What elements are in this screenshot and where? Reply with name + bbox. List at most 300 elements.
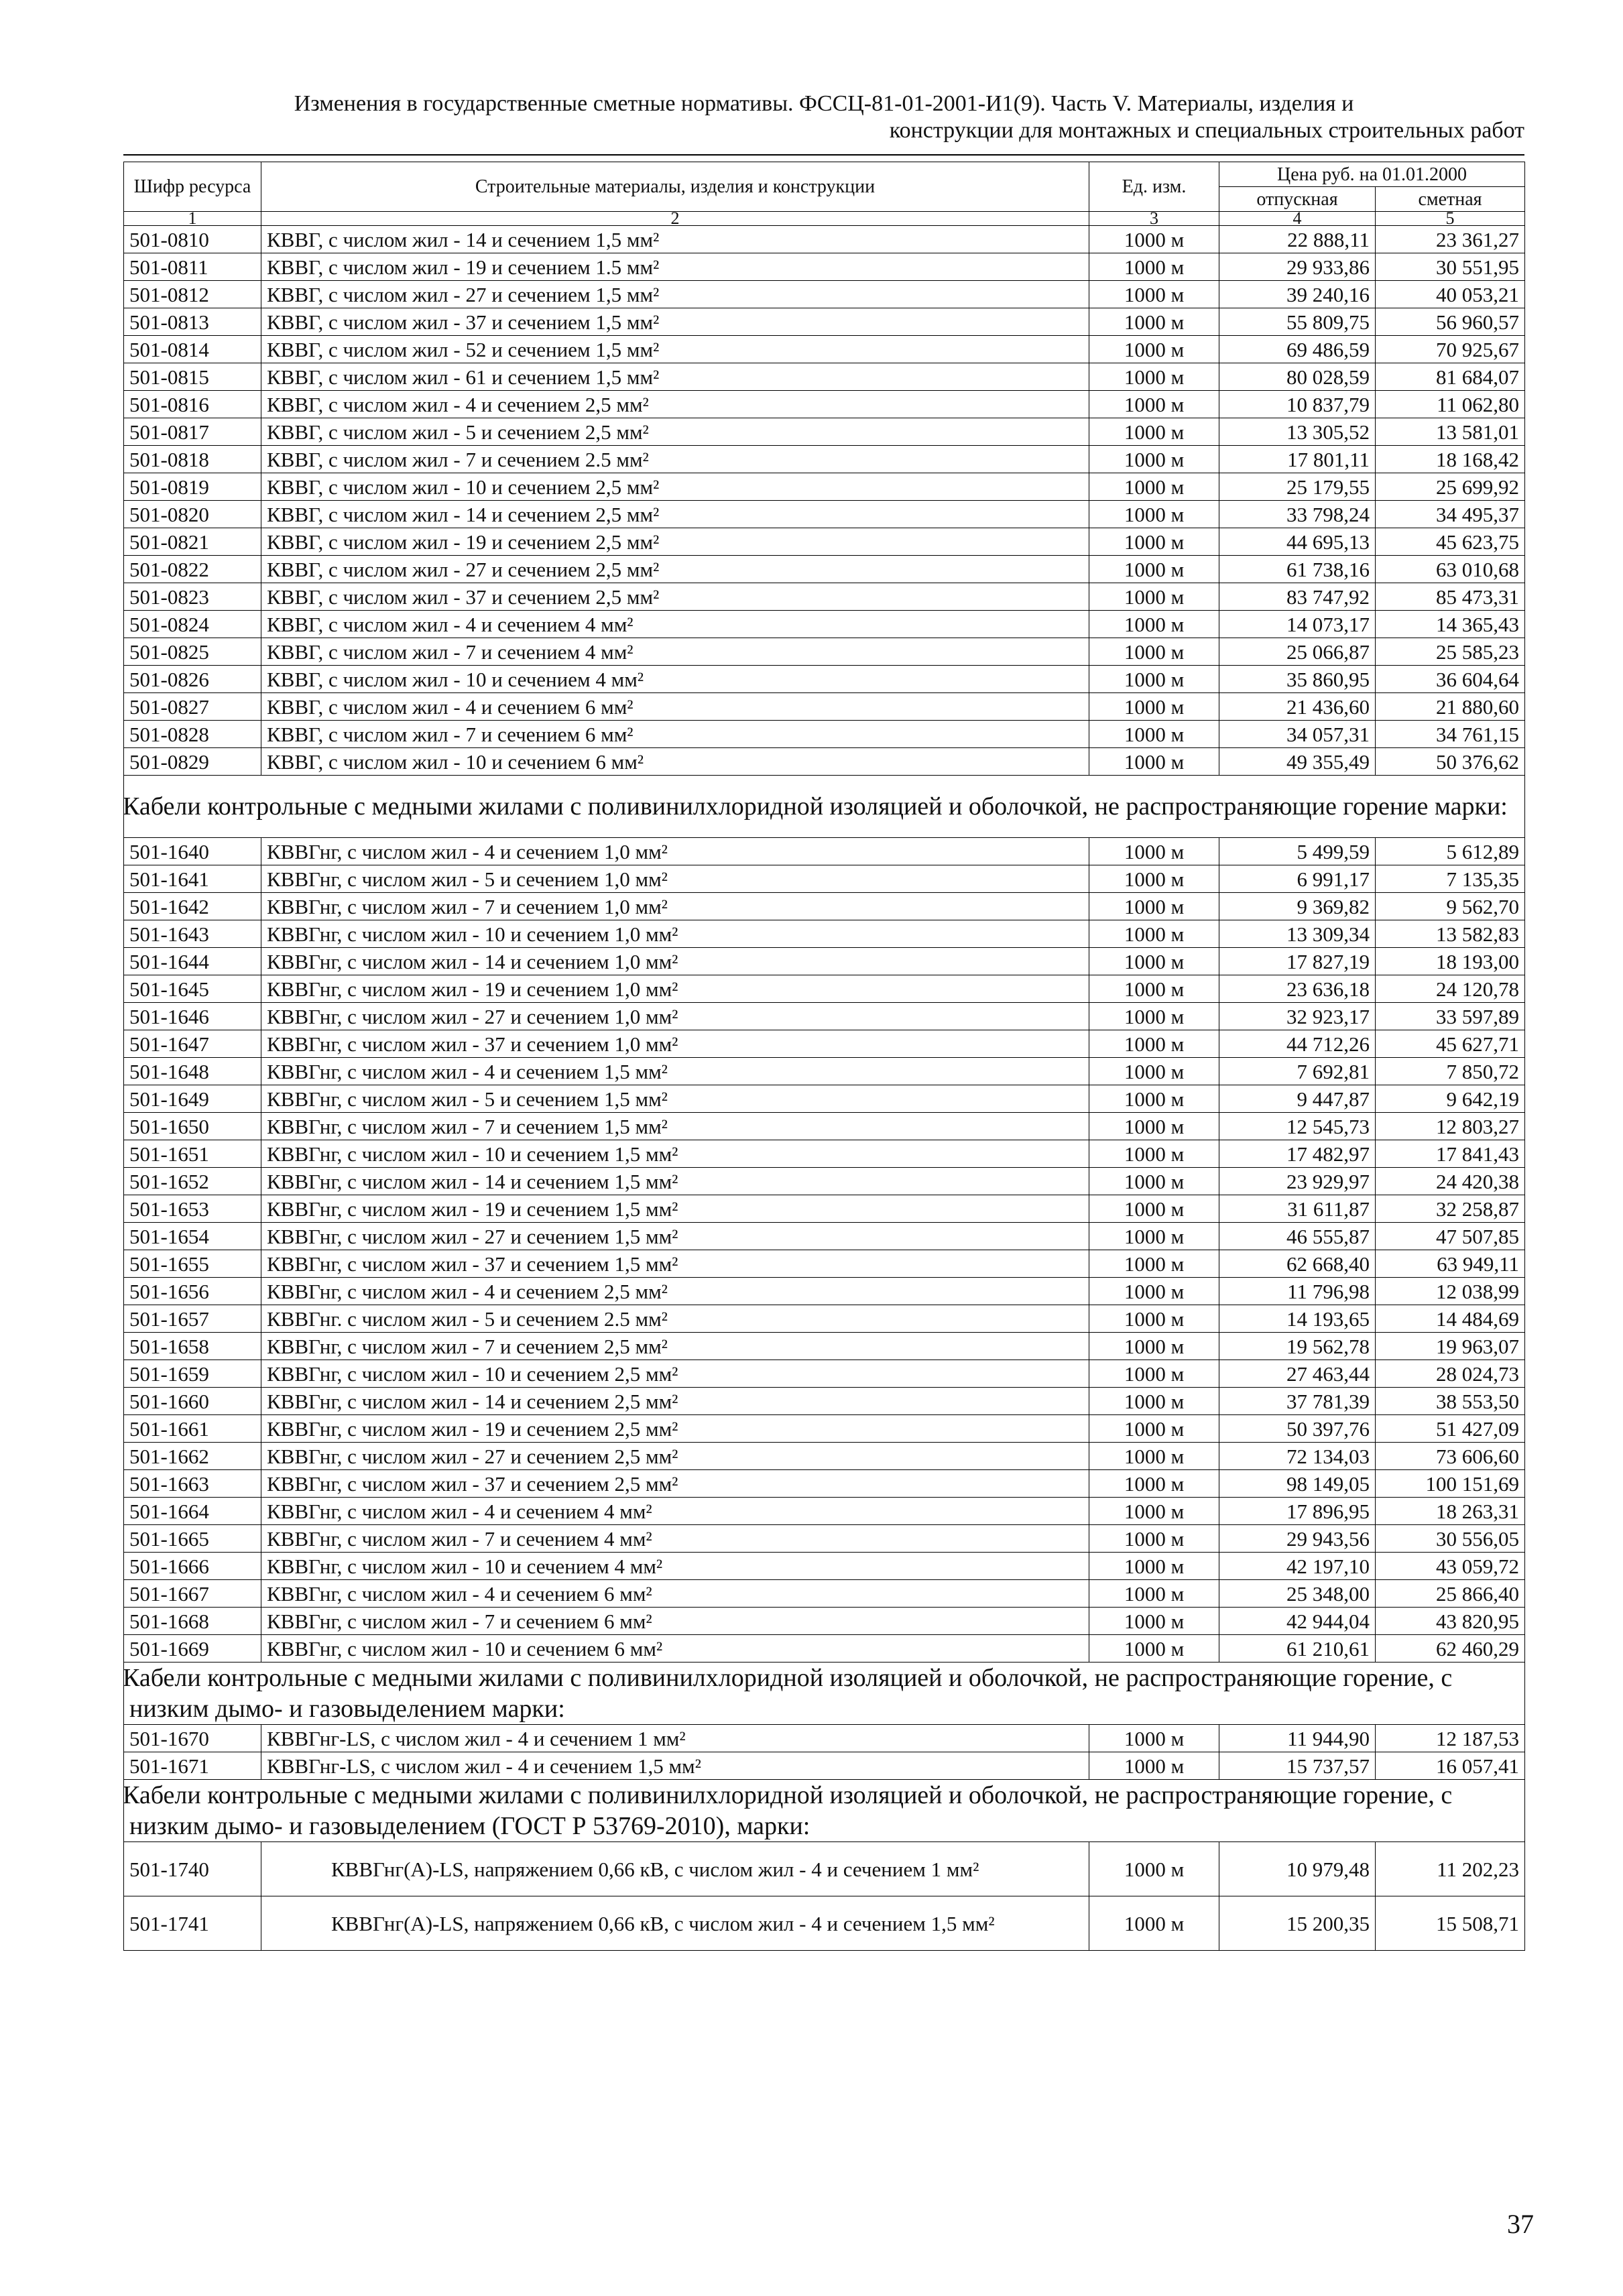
item-name: КВВГнг, с числом жил - 14 и сечением 2,5 мм²	[261, 1388, 1089, 1415]
table-row	[124, 1752, 1525, 1780]
item-unit: 1000 м	[1089, 556, 1219, 583]
resource-code: 501-1656	[124, 1278, 261, 1305]
item-unit: 1000 м	[1089, 1168, 1219, 1195]
table-row	[124, 1635, 1525, 1663]
resource-code: 501-1652	[124, 1168, 261, 1195]
col-number: 1	[124, 212, 261, 226]
section-title: Кабели контрольные с медными жилами с поливинилхлоридной изоляцией и оболочкой, не распространяющие горение, с низким дымо- и газовыделением марки:	[124, 1663, 1525, 1725]
table-row	[124, 920, 1525, 948]
table-row	[124, 721, 1525, 748]
item-name: КВВГнг, с числом жил - 10 и сечением 4 мм²	[261, 1553, 1089, 1580]
table-row	[124, 948, 1525, 975]
estimate-price: 7 850,72	[1376, 1058, 1525, 1085]
resource-code: 501-0816	[124, 391, 261, 418]
item-name: КВВГ, с числом жил - 7 и сечением 2.5 мм²	[261, 446, 1089, 473]
item-name: КВВГ, с числом жил - 5 и сечением 2,5 мм²	[261, 418, 1089, 446]
item-name: КВВГ, с числом жил - 61 и сечением 1,5 мм²	[261, 363, 1089, 391]
release-price: 31 611,87	[1219, 1195, 1376, 1223]
item-name: КВВГ, с числом жил - 27 и сечением 1,5 мм²	[261, 281, 1089, 308]
col-header-name: Строительные материалы, изделия и конструкции	[261, 162, 1089, 212]
item-unit: 1000 м	[1089, 1635, 1219, 1663]
item-unit: 1000 м	[1089, 1415, 1219, 1443]
col-number: 2	[261, 212, 1089, 226]
release-price: 13 309,34	[1219, 920, 1376, 948]
item-unit: 1000 м	[1089, 1388, 1219, 1415]
release-price: 15 200,35	[1219, 1896, 1376, 1951]
estimate-price: 14 484,69	[1376, 1305, 1525, 1333]
page-header	[123, 90, 1524, 156]
table-row	[124, 253, 1525, 281]
release-price: 5 499,59	[1219, 838, 1376, 865]
release-price: 22 888,11	[1219, 226, 1376, 253]
resource-code: 501-1740	[124, 1842, 261, 1896]
item-unit: 1000 м	[1089, 893, 1219, 920]
resource-code: 501-1657	[124, 1305, 261, 1333]
item-name: КВВГнг, с числом жил - 7 и сечением 4 мм²	[261, 1525, 1089, 1553]
estimate-price: 43 820,95	[1376, 1608, 1525, 1635]
estimate-price: 12 803,27	[1376, 1113, 1525, 1140]
release-price: 17 827,19	[1219, 948, 1376, 975]
resource-code: 501-1741	[124, 1896, 261, 1951]
resource-code: 501-0817	[124, 418, 261, 446]
table-row	[124, 1580, 1525, 1608]
resource-code: 501-1653	[124, 1195, 261, 1223]
release-price: 17 896,95	[1219, 1498, 1376, 1525]
estimate-price: 16 057,41	[1376, 1752, 1525, 1780]
estimate-price: 100 151,69	[1376, 1470, 1525, 1498]
estimate-price: 56 960,57	[1376, 308, 1525, 336]
item-name: КВВГнг, с числом жил - 7 и сечением 1,0 мм²	[261, 893, 1089, 920]
item-unit: 1000 м	[1089, 638, 1219, 666]
release-price: 9 369,82	[1219, 893, 1376, 920]
table-row	[124, 336, 1525, 363]
item-name: КВВГнг, с числом жил - 7 и сечением 1,5 мм²	[261, 1113, 1089, 1140]
release-price: 25 066,87	[1219, 638, 1376, 666]
release-price: 15 737,57	[1219, 1752, 1376, 1780]
release-price: 49 355,49	[1219, 748, 1376, 776]
header-line-2: конструкции для монтажных и специальных строительных работ	[889, 118, 1524, 143]
col-number: 3	[1089, 212, 1219, 226]
release-price: 11 944,90	[1219, 1725, 1376, 1752]
release-price: 27 463,44	[1219, 1360, 1376, 1388]
release-price: 35 860,95	[1219, 666, 1376, 693]
estimate-price: 24 420,38	[1376, 1168, 1525, 1195]
resource-code: 501-1668	[124, 1608, 261, 1635]
resource-code: 501-1661	[124, 1415, 261, 1443]
table-row	[124, 1030, 1525, 1058]
resource-code: 501-1666	[124, 1553, 261, 1580]
release-price: 46 555,87	[1219, 1223, 1376, 1250]
estimate-price: 25 866,40	[1376, 1580, 1525, 1608]
item-unit: 1000 м	[1089, 1333, 1219, 1360]
table-row	[124, 1896, 1525, 1951]
estimate-price: 18 168,42	[1376, 446, 1525, 473]
item-unit: 1000 м	[1089, 1305, 1219, 1333]
item-unit: 1000 м	[1089, 1752, 1219, 1780]
item-name: КВВГ, с числом жил - 7 и сечением 4 мм²	[261, 638, 1089, 666]
resource-code: 501-1644	[124, 948, 261, 975]
item-name: КВВГ, с числом жил - 4 и сечением 4 мм²	[261, 611, 1089, 638]
item-name: КВВГнг, с числом жил - 4 и сечением 1,0 мм²	[261, 838, 1089, 865]
estimate-price: 5 612,89	[1376, 838, 1525, 865]
table-row	[124, 693, 1525, 721]
table-row	[124, 1003, 1525, 1030]
release-price: 42 197,10	[1219, 1553, 1376, 1580]
item-name: КВВГ, с числом жил - 7 и сечением 6 мм²	[261, 721, 1089, 748]
item-name: КВВГнг, с числом жил - 5 и сечением 1,0 мм²	[261, 865, 1089, 893]
item-name: КВВГ, с числом жил - 14 и сечением 2,5 мм²	[261, 501, 1089, 528]
estimate-price: 62 460,29	[1376, 1635, 1525, 1663]
release-price: 6 991,17	[1219, 865, 1376, 893]
estimate-price: 13 581,01	[1376, 418, 1525, 446]
release-price: 83 747,92	[1219, 583, 1376, 611]
release-price: 44 695,13	[1219, 528, 1376, 556]
item-name: КВВГнг, с числом жил - 27 и сечением 1,0 мм²	[261, 1003, 1089, 1030]
item-unit: 1000 м	[1089, 528, 1219, 556]
release-price: 33 798,24	[1219, 501, 1376, 528]
item-name: КВВГнг, с числом жил - 10 и сечением 1,5 мм²	[261, 1140, 1089, 1168]
table-row	[124, 1278, 1525, 1305]
section-title: Кабели контрольные с медными жилами с поливинилхлоридной изоляцией и оболочкой, не распространяющие горение, с низким дымо- и газовыделением (ГОСТ Р 53769-2010), марки:	[124, 1780, 1525, 1842]
release-price: 11 796,98	[1219, 1278, 1376, 1305]
release-price: 44 712,26	[1219, 1030, 1376, 1058]
resource-code: 501-1649	[124, 1085, 261, 1113]
estimate-price: 34 495,37	[1376, 501, 1525, 528]
release-price: 34 057,31	[1219, 721, 1376, 748]
release-price: 9 447,87	[1219, 1085, 1376, 1113]
estimate-price: 81 684,07	[1376, 363, 1525, 391]
item-unit: 1000 м	[1089, 281, 1219, 308]
table-row	[124, 1608, 1525, 1635]
table-row	[124, 1223, 1525, 1250]
header-rule	[123, 154, 1524, 156]
item-unit: 1000 м	[1089, 693, 1219, 721]
item-unit: 1000 м	[1089, 1896, 1219, 1951]
item-name: КВВГнг, с числом жил - 19 и сечением 1,5 мм²	[261, 1195, 1089, 1223]
estimate-price: 25 699,92	[1376, 473, 1525, 501]
resource-code: 501-1660	[124, 1388, 261, 1415]
table-row	[124, 418, 1525, 446]
estimate-price: 40 053,21	[1376, 281, 1525, 308]
table-row	[124, 1470, 1525, 1498]
item-unit: 1000 м	[1089, 1842, 1219, 1896]
item-name: КВВГнг, с числом жил - 14 и сечением 1,0 мм²	[261, 948, 1089, 975]
resource-code: 501-1640	[124, 838, 261, 865]
col-number: 4	[1219, 212, 1376, 226]
item-name: КВВГнг, с числом жил - 5 и сечением 1,5 мм²	[261, 1085, 1089, 1113]
item-name: КВВГ, с числом жил - 52 и сечением 1,5 мм²	[261, 336, 1089, 363]
item-unit: 1000 м	[1089, 1250, 1219, 1278]
resource-code: 501-0824	[124, 611, 261, 638]
release-price: 42 944,04	[1219, 1608, 1376, 1635]
item-name: КВВГ, с числом жил - 19 и сечением 1.5 мм²	[261, 253, 1089, 281]
release-price: 29 933,86	[1219, 253, 1376, 281]
table-row	[124, 1140, 1525, 1168]
table-row	[124, 1553, 1525, 1580]
release-price: 37 781,39	[1219, 1388, 1376, 1415]
estimate-price: 12 038,99	[1376, 1278, 1525, 1305]
table-row	[124, 1305, 1525, 1333]
resource-code: 501-0829	[124, 748, 261, 776]
estimate-price: 33 597,89	[1376, 1003, 1525, 1030]
col-header-unit: Ед. изм.	[1089, 162, 1219, 212]
item-name: КВВГ, с числом жил - 10 и сечением 2,5 мм²	[261, 473, 1089, 501]
estimate-price: 18 263,31	[1376, 1498, 1525, 1525]
col-header-price: Цена руб. на 01.01.2000	[1219, 162, 1525, 187]
table-row	[124, 473, 1525, 501]
item-unit: 1000 м	[1089, 1360, 1219, 1388]
item-name: КВВГнг, с числом жил - 4 и сечением 2,5 мм²	[261, 1278, 1089, 1305]
estimate-price: 38 553,50	[1376, 1388, 1525, 1415]
resource-code: 501-0820	[124, 501, 261, 528]
table-row	[124, 528, 1525, 556]
page-number: 37	[1507, 2209, 1534, 2239]
resource-code: 501-1655	[124, 1250, 261, 1278]
release-price: 13 305,52	[1219, 418, 1376, 446]
header-line-1: Изменения в государственные сметные нормативы. ФССЦ-81-01-2001-И1(9). Часть V. Материалы, изделия и	[294, 91, 1354, 116]
table-row	[124, 391, 1525, 418]
resource-code: 501-0823	[124, 583, 261, 611]
resource-code: 501-1664	[124, 1498, 261, 1525]
estimate-price: 14 365,43	[1376, 611, 1525, 638]
item-unit: 1000 м	[1089, 748, 1219, 776]
item-unit: 1000 м	[1089, 666, 1219, 693]
resource-code: 501-0812	[124, 281, 261, 308]
table-row	[124, 838, 1525, 865]
item-unit: 1000 м	[1089, 948, 1219, 975]
release-price: 10 837,79	[1219, 391, 1376, 418]
col-header-estimate: сметная	[1376, 187, 1525, 212]
resource-code: 501-1651	[124, 1140, 261, 1168]
item-name: КВВГ, с числом жил - 10 и сечением 4 мм²	[261, 666, 1089, 693]
release-price: 39 240,16	[1219, 281, 1376, 308]
estimate-price: 43 059,72	[1376, 1553, 1525, 1580]
item-name: КВВГнг, с числом жил - 37 и сечением 1,5 мм²	[261, 1250, 1089, 1278]
item-unit: 1000 м	[1089, 446, 1219, 473]
item-unit: 1000 м	[1089, 721, 1219, 748]
item-name: КВВГнг, с числом жил - 4 и сечением 1,5 мм²	[261, 1058, 1089, 1085]
resource-code: 501-1641	[124, 865, 261, 893]
table-body	[124, 226, 1525, 1951]
table-row	[124, 865, 1525, 893]
table-row	[124, 1443, 1525, 1470]
release-price: 50 397,76	[1219, 1415, 1376, 1443]
table-row	[124, 1058, 1525, 1085]
item-unit: 1000 м	[1089, 226, 1219, 253]
estimate-price: 7 135,35	[1376, 865, 1525, 893]
item-name: КВВГнг, с числом жил - 37 и сечением 2,5 мм²	[261, 1470, 1089, 1498]
item-name: КВВГ, с числом жил - 27 и сечением 2,5 мм²	[261, 556, 1089, 583]
estimate-price: 12 187,53	[1376, 1725, 1525, 1752]
table-row	[124, 893, 1525, 920]
resource-code: 501-1654	[124, 1223, 261, 1250]
table-row	[124, 1195, 1525, 1223]
item-unit: 1000 м	[1089, 1498, 1219, 1525]
estimate-price: 9 562,70	[1376, 893, 1525, 920]
resource-code: 501-1647	[124, 1030, 261, 1058]
resource-code: 501-1667	[124, 1580, 261, 1608]
estimate-price: 45 623,75	[1376, 528, 1525, 556]
estimate-price: 47 507,85	[1376, 1223, 1525, 1250]
estimate-price: 13 582,83	[1376, 920, 1525, 948]
release-price: 23 636,18	[1219, 975, 1376, 1003]
estimate-price: 63 010,68	[1376, 556, 1525, 583]
release-price: 32 923,17	[1219, 1003, 1376, 1030]
item-unit: 1000 м	[1089, 1608, 1219, 1635]
resource-code: 501-0827	[124, 693, 261, 721]
release-price: 23 929,97	[1219, 1168, 1376, 1195]
table-row	[124, 501, 1525, 528]
estimate-price: 32 258,87	[1376, 1195, 1525, 1223]
item-name: КВВГнг, с числом жил - 7 и сечением 6 мм²	[261, 1608, 1089, 1635]
table-row	[124, 556, 1525, 583]
section-header-row	[124, 776, 1525, 838]
release-price: 7 692,81	[1219, 1058, 1376, 1085]
table-row	[124, 583, 1525, 611]
table-row	[124, 1085, 1525, 1113]
item-name: КВВГнг(А)-LS, напряжением 0,66 кВ, с числом жил - 4 и сечением 1,5 мм²	[261, 1896, 1089, 1951]
item-unit: 1000 м	[1089, 611, 1219, 638]
table-row	[124, 308, 1525, 336]
table-row	[124, 1250, 1525, 1278]
price-table	[123, 162, 1525, 1951]
resource-code: 501-1645	[124, 975, 261, 1003]
estimate-price: 21 880,60	[1376, 693, 1525, 721]
item-unit: 1000 м	[1089, 308, 1219, 336]
resource-code: 501-0819	[124, 473, 261, 501]
release-price: 25 179,55	[1219, 473, 1376, 501]
item-name: КВВГнг, с числом жил - 37 и сечением 1,0 мм²	[261, 1030, 1089, 1058]
resource-code: 501-1659	[124, 1360, 261, 1388]
resource-code: 501-1642	[124, 893, 261, 920]
release-price: 17 801,11	[1219, 446, 1376, 473]
estimate-price: 19 963,07	[1376, 1333, 1525, 1360]
estimate-price: 34 761,15	[1376, 721, 1525, 748]
item-name: КВВГ, с числом жил - 37 и сечением 1,5 мм²	[261, 308, 1089, 336]
item-unit: 1000 м	[1089, 391, 1219, 418]
estimate-price: 30 556,05	[1376, 1525, 1525, 1553]
item-name: КВВГнг. с числом жил - 5 и сечением 2.5 мм²	[261, 1305, 1089, 1333]
table-row	[124, 611, 1525, 638]
item-unit: 1000 м	[1089, 1470, 1219, 1498]
item-name: КВВГнг, с числом жил - 10 и сечением 6 мм²	[261, 1635, 1089, 1663]
estimate-price: 51 427,09	[1376, 1415, 1525, 1443]
item-unit: 1000 м	[1089, 336, 1219, 363]
item-unit: 1000 м	[1089, 1003, 1219, 1030]
item-unit: 1000 м	[1089, 838, 1219, 865]
release-price: 29 943,56	[1219, 1525, 1376, 1553]
item-unit: 1000 м	[1089, 1580, 1219, 1608]
item-unit: 1000 м	[1089, 1030, 1219, 1058]
release-price: 80 028,59	[1219, 363, 1376, 391]
resource-code: 501-0818	[124, 446, 261, 473]
item-name: КВВГ, с числом жил - 19 и сечением 2,5 мм²	[261, 528, 1089, 556]
resource-code: 501-0810	[124, 226, 261, 253]
col-number: 5	[1376, 212, 1525, 226]
release-price: 21 436,60	[1219, 693, 1376, 721]
item-name: КВВГнг, с числом жил - 27 и сечением 2,5 мм²	[261, 1443, 1089, 1470]
item-name: КВВГнг, с числом жил - 27 и сечением 1,5 мм²	[261, 1223, 1089, 1250]
item-unit: 1000 м	[1089, 583, 1219, 611]
item-name: КВВГ, с числом жил - 4 и сечением 2,5 мм²	[261, 391, 1089, 418]
item-name: КВВГнг-LS, с числом жил - 4 и сечением 1,5 мм²	[261, 1752, 1089, 1780]
table-row	[124, 226, 1525, 253]
section-title: Кабели контрольные с медными жилами с поливинилхлоридной изоляцией и оболочкой, не распространяющие горение марки:	[124, 776, 1525, 838]
item-name: КВВГнг, с числом жил - 10 и сечением 2,5 мм²	[261, 1360, 1089, 1388]
estimate-price: 50 376,62	[1376, 748, 1525, 776]
release-price: 10 979,48	[1219, 1842, 1376, 1896]
item-name: КВВГнг, с числом жил - 19 и сечением 2,5 мм²	[261, 1415, 1089, 1443]
estimate-price: 15 508,71	[1376, 1896, 1525, 1951]
estimate-price: 23 361,27	[1376, 226, 1525, 253]
table-row	[124, 1333, 1525, 1360]
item-unit: 1000 м	[1089, 363, 1219, 391]
estimate-price: 11 062,80	[1376, 391, 1525, 418]
resource-code: 501-1650	[124, 1113, 261, 1140]
item-name: КВВГ, с числом жил - 4 и сечением 6 мм²	[261, 693, 1089, 721]
item-unit: 1000 м	[1089, 1085, 1219, 1113]
item-name: КВВГ, с числом жил - 37 и сечением 2,5 мм²	[261, 583, 1089, 611]
item-unit: 1000 м	[1089, 1195, 1219, 1223]
release-price: 61 210,61	[1219, 1635, 1376, 1663]
resource-code: 501-0815	[124, 363, 261, 391]
table-row	[124, 1725, 1525, 1752]
item-unit: 1000 м	[1089, 1140, 1219, 1168]
item-name: КВВГнг, с числом жил - 7 и сечением 2,5 мм²	[261, 1333, 1089, 1360]
table-row	[124, 1415, 1525, 1443]
estimate-price: 28 024,73	[1376, 1360, 1525, 1388]
item-unit: 1000 м	[1089, 501, 1219, 528]
estimate-price: 45 627,71	[1376, 1030, 1525, 1058]
resource-code: 501-1643	[124, 920, 261, 948]
estimate-price: 18 193,00	[1376, 948, 1525, 975]
table-row	[124, 1388, 1525, 1415]
table-row	[124, 638, 1525, 666]
release-price: 19 562,78	[1219, 1333, 1376, 1360]
item-unit: 1000 м	[1089, 1278, 1219, 1305]
resource-code: 501-1646	[124, 1003, 261, 1030]
release-price: 61 738,16	[1219, 556, 1376, 583]
resource-code: 501-1658	[124, 1333, 261, 1360]
item-name: КВВГ, с числом жил - 14 и сечением 1,5 мм²	[261, 226, 1089, 253]
resource-code: 501-0828	[124, 721, 261, 748]
release-price: 55 809,75	[1219, 308, 1376, 336]
estimate-price: 25 585,23	[1376, 638, 1525, 666]
table-row	[124, 446, 1525, 473]
table-row	[124, 1842, 1525, 1896]
resource-code: 501-1665	[124, 1525, 261, 1553]
resource-code: 501-0826	[124, 666, 261, 693]
resource-code: 501-0813	[124, 308, 261, 336]
resource-code: 501-1648	[124, 1058, 261, 1085]
resource-code: 501-1669	[124, 1635, 261, 1663]
estimate-price: 36 604,64	[1376, 666, 1525, 693]
estimate-price: 85 473,31	[1376, 583, 1525, 611]
estimate-price: 30 551,95	[1376, 253, 1525, 281]
col-header-code: Шифр ресурса	[124, 162, 261, 212]
item-unit: 1000 м	[1089, 975, 1219, 1003]
item-name: КВВГнг, с числом жил - 14 и сечением 1,5 мм²	[261, 1168, 1089, 1195]
item-name: КВВГнг, с числом жил - 4 и сечением 4 мм²	[261, 1498, 1089, 1525]
col-header-release: отпускная	[1219, 187, 1376, 212]
table-row	[124, 1498, 1525, 1525]
table-row	[124, 666, 1525, 693]
estimate-price: 63 949,11	[1376, 1250, 1525, 1278]
item-unit: 1000 м	[1089, 1058, 1219, 1085]
item-unit: 1000 м	[1089, 1525, 1219, 1553]
release-price: 14 193,65	[1219, 1305, 1376, 1333]
item-name: КВВГнг, с числом жил - 19 и сечением 1,0 мм²	[261, 975, 1089, 1003]
